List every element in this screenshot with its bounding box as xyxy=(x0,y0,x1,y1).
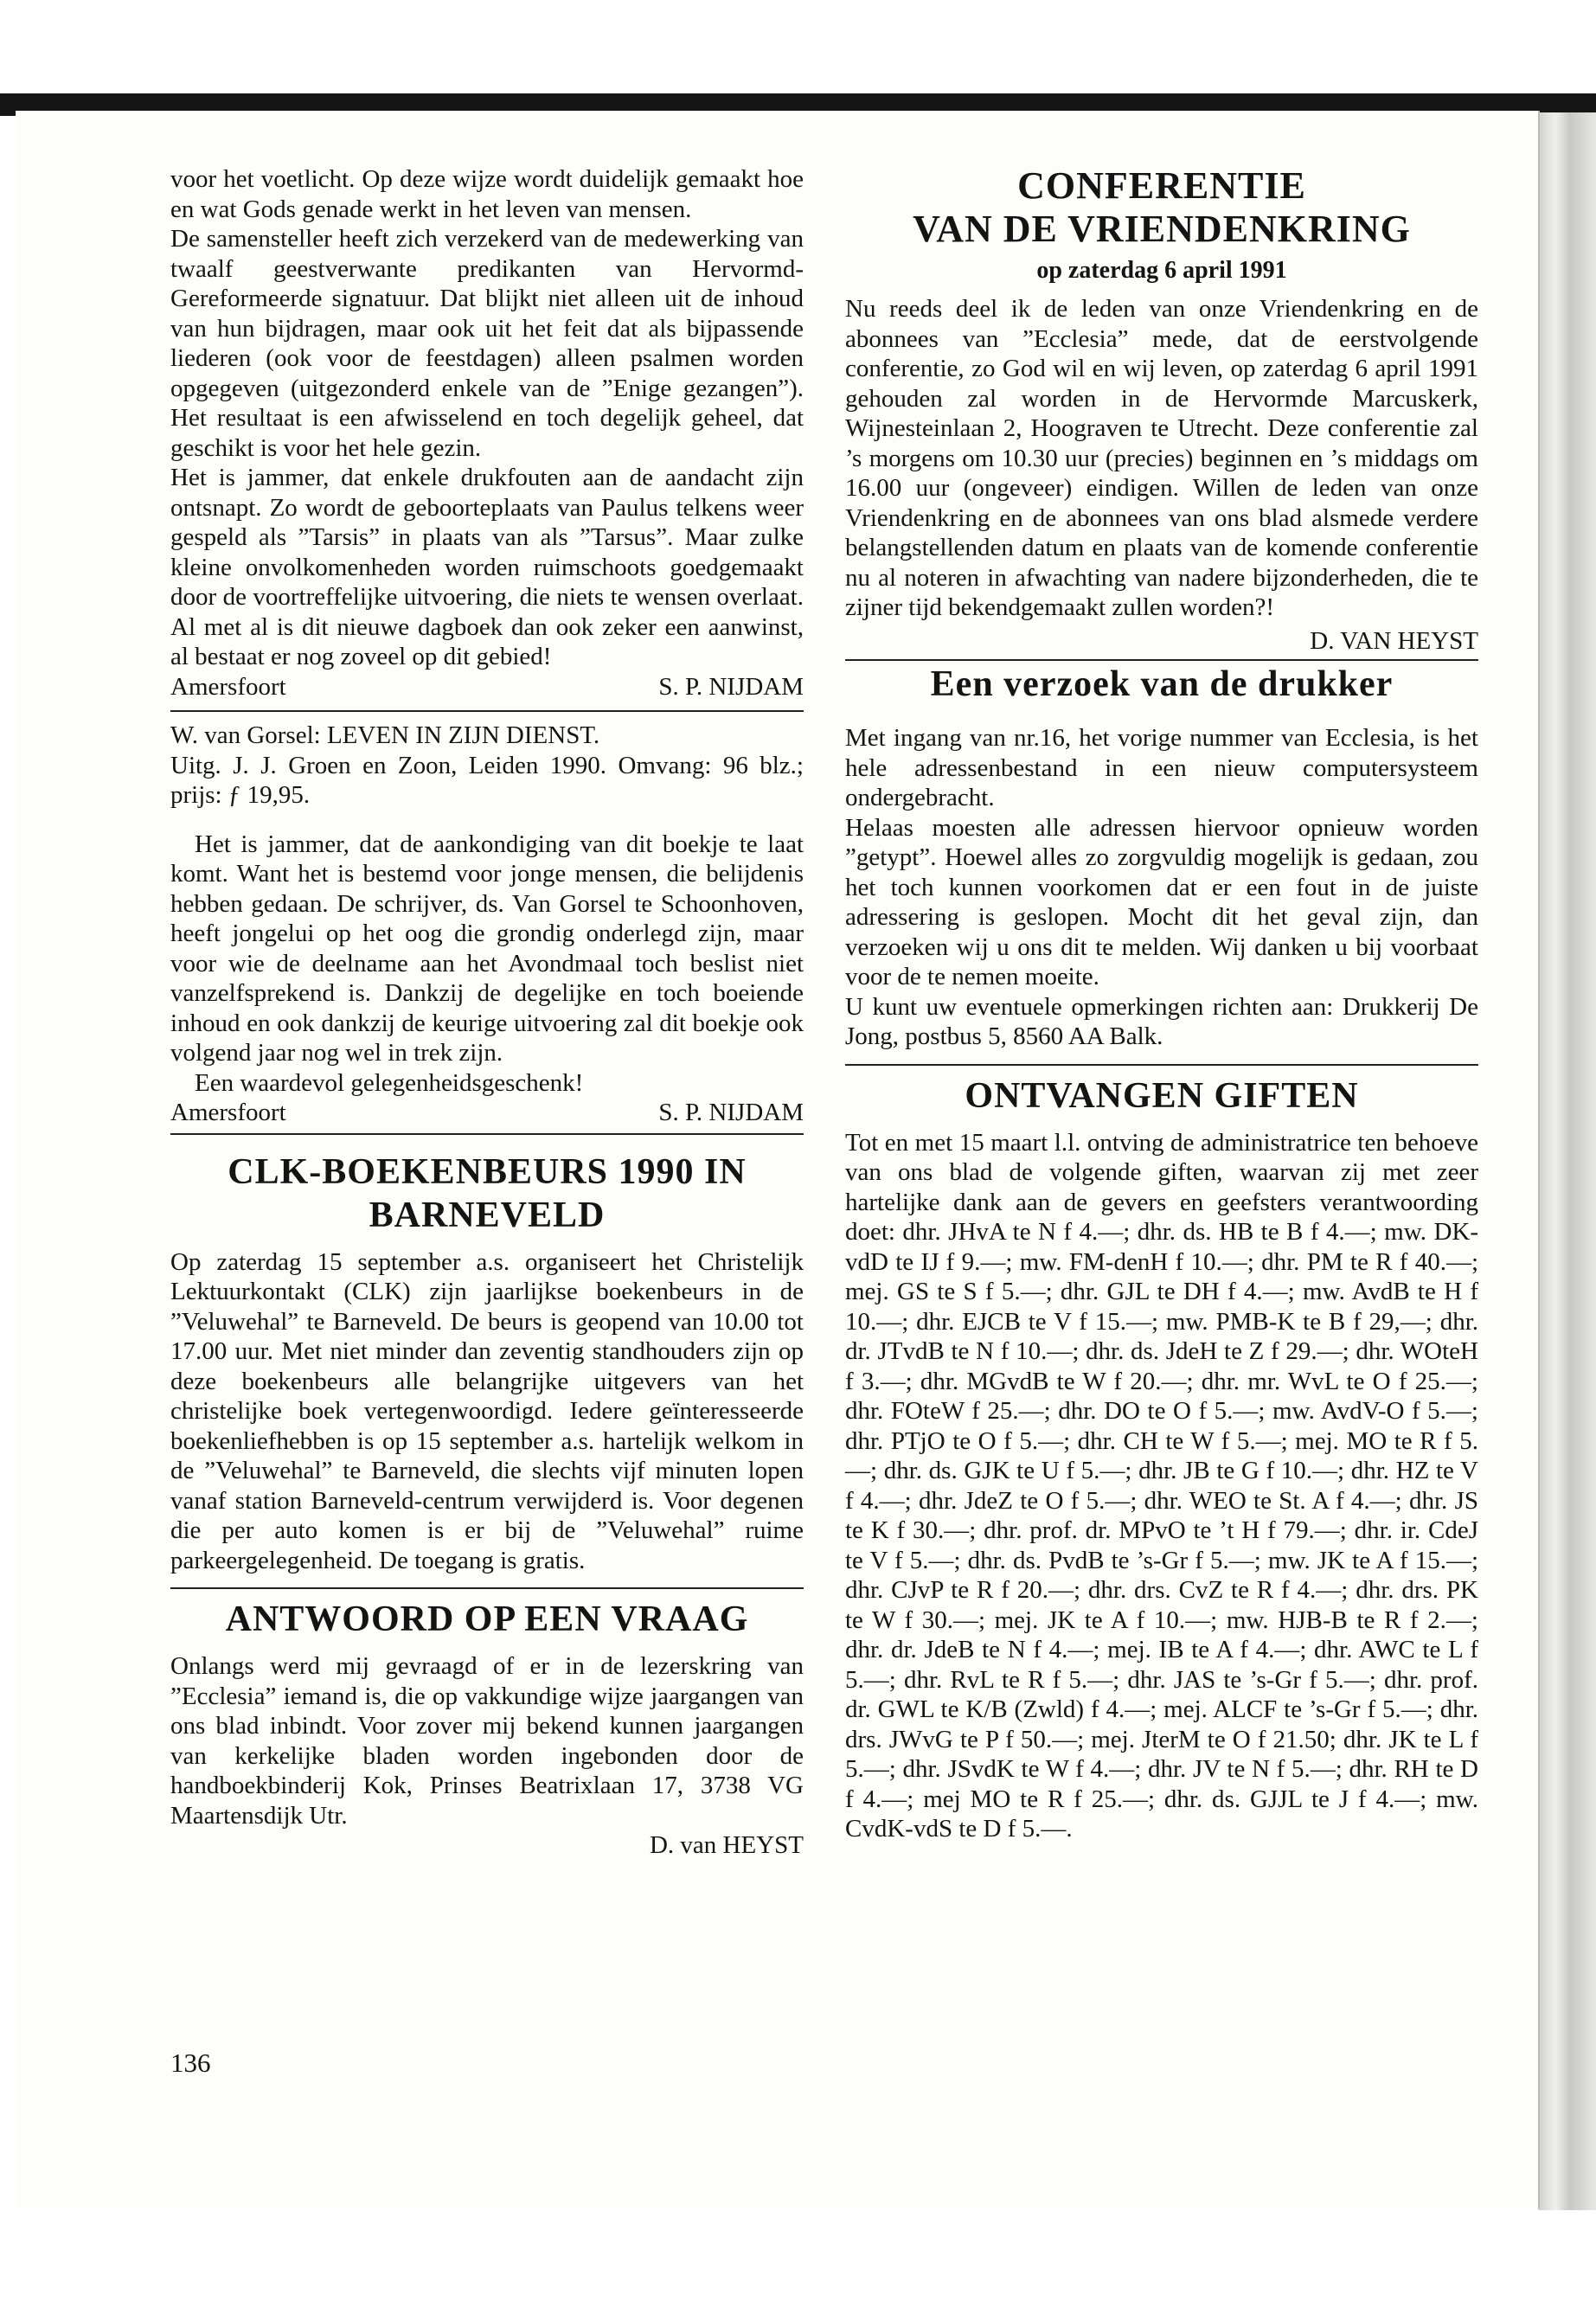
review-paragraph: De samensteller heeft zich verzekerd van de medewerking van twaalf geestverwante predikanten van Hervormd-Gereformeerde signatuur. Dat blijkt niet alleen uit de inhoud van hun bijdragen, maar ook uit het feit dat als bijpassende liederen (ook voor de feestdagen) alleen psalmen worden opgegeven (uitgezonderd enkele van de ”Enige gezangen”). Het resultaat is een afwisselend en toch degelijk geheel, dat geschikt is voor het hele gezin. xyxy=(170,225,804,462)
signature-name: S. P. NIJDAM xyxy=(658,672,804,701)
giften-heading: ONTVANGEN GIFTEN xyxy=(965,1075,1359,1116)
book-review-closing: Een waardevol gelegenheidsgeschenk! xyxy=(195,1068,584,1097)
signature-line xyxy=(170,672,804,708)
conference-heading-line1: CONFERENTIE xyxy=(1017,164,1306,207)
conference-heading-line2: VAN DE VRIENDENKRING xyxy=(913,208,1411,250)
section-divider xyxy=(170,710,804,712)
antwoord-signature: D. van HEYST xyxy=(649,1831,804,1859)
review-paragraph: voor het voetlicht. Op deze wijze wordt duidelijk gemaakt hoe en wat Gods genade werkt in het leven van mensen. xyxy=(170,165,804,223)
right-column xyxy=(845,164,1478,1844)
book-info: Uitg. J. J. Groen en Zoon, Leiden 1990. Omvang: 96 blz.; prijs: ƒ 19,95. xyxy=(170,751,804,809)
drukker-paragraph: Met ingang van nr.16, het vorige nummer van Ecclesia, is het hele adressenbestand in een nieuw computersysteem ondergebracht. xyxy=(845,724,1478,811)
section-divider xyxy=(170,1587,804,1589)
section-divider xyxy=(845,1064,1478,1066)
conference-signature: D. VAN HEYST xyxy=(845,626,1478,662)
drukker-heading: Een verzoek van de drukker xyxy=(930,664,1394,704)
antwoord-heading: ANTWOORD OP EEN VRAAG xyxy=(225,1599,749,1639)
drukker-paragraph: Helaas moesten alle adressen hiervoor opnieuw worden ”getypt”. Hoewel alles zo zorgvuldig mogelijk is gedaan, zou het toch kunnen voorkomen dat er een fout in de juiste adressering is geslopen. Mocht dit het geval zijn, dan verzoeken wij u ons dit te melden. Wij danken u bij voorbaat voor de te nemen moeite. xyxy=(845,813,1478,990)
conference-date: op zaterdag 6 april 1991 xyxy=(1036,257,1287,284)
book-review-text: Het is jammer, dat de aankondiging van dit boekje te laat komt. Want het is bestemd voor jonge mensen, die belijdenis hebben gedaan. De schrijver, ds. Van Gorsel te Schoonhoven, heeft jongelui op het oog die grondig onderlegd zijn, maar voor wie de deelname aan het Avondmaal toch beslist niet vanzelfsprekend is. Dankzij de degelijke en toch boeiende inhoud en ook dankzij de keurige uitvoering zal dit boekje ook volgend jaar nog wel in trek zijn. xyxy=(170,830,804,1067)
clk-heading: CLK-BOEKENBEURS 1990 IN BARNEVELD xyxy=(228,1151,747,1235)
review-paragraph: Het is jammer, dat enkele drukfouten aan de aandacht zijn ontsnapt. Zo wordt de geboorteplaats van Paulus telkens weer gespeld als ”Tarsis” in plaats van als ”Tarsus”. Maar zulke kleine onvolkomenheden worden ruimschoots goedgemaakt door de voortreffelijke uitvoering, die niets te wensen overlaat. Al met al is dit nieuwe dagboek dan ook zeker een aanwinst, al bestaat er nog zoveel op dit gebied! xyxy=(170,464,804,670)
signature-name: S. P. NIJDAM xyxy=(658,1099,804,1126)
signature-place: Amersfoort xyxy=(170,672,286,701)
clk-text: Op zaterdag 15 september a.s. organiseert het Christelijk Lektuurkontakt (CLK) zijn jaarlijkse boekenbeurs in de ”Veluwehal” te Barneveld. De beurs is geopend van 10.00 tot 17.00 uur. Met niet minder dan zeventig standhouders zijn op deze boekenbeurs alle belangrijke uitgevers van het christelijke boek vertegenwoordigd. Iedere geïnteresseerde boekenliefhebben is op 15 september a.s. hartelijk welkom in de ”Veluwehal” te Barneveld, die slechts vijf minuten lopen vanaf station Barneveld-centrum verwijderd is. Voor degenen die per auto komen is er bij de ”Veluwehal” ruime parkeergelegenheid. De toegang is gratis. xyxy=(170,1247,804,1574)
giften-text: Tot en met 15 maart l.l. ontving de administratrice ten behoeve van ons blad de volgende giften, waarvan zij met zeer hartelijke dank aan de gevers en geefsters verantwoording doet: dhr. JHvA te N f 4.—; dhr. ds. HB te B f 4.—; mw. DK-vdD te IJ f 9.—; mw. FM-denH f 10.—; dhr. PM te R f 40.—; mej. GS te S f 5.—; dhr. GJL te DH f 4.—; mw. AvdB te H f 10.—; dhr. EJCB te V f 15.—; mw. PMB-K te B f 29,—; dhr. dr. JTvdB te N f 10.—; dhr. ds. JdeH te Z f 29.—; dhr. WOteH f 3.—; dhr. MGvdB te W f 20.—; dhr. mr. WvL te O f 25.—; dhr. FOteW f 25.—; dhr. DO te O f 5.—; mw. AvdV-O f 5.—; dhr. PTjO te O f 5.—; dhr. CH te W f 5.—; mej. MO te R f 5.—; dhr. ds. GJK te U f 5.—; dhr. JB te G f 10.—; dhr. HZ te V f 4.—; dhr. JdeZ te O f 5.—; dhr. WEO te St. A f 4.—; dhr. JS te K f 30.—; dhr. prof. dr. MPvO te ’t H f 79.—; dhr. ir. CdeJ te V f 5.—; dhr. ds. PvdB te ’s-Gr f 5.—; mw. JK te A f 15.—; dhr. CJvP te R f 20.—; dhr. drs. CvZ te R f 4.—; dhr. drs. PK te W f 30.—; mej. JK te A f 10.—; mw. HJB-B te R f 2.—; dhr. dr. JdeB te N f 4.—; mej. IB te A f 4.—; dhr. AWC te L f 5.—; dhr. RvL te R f 5.—; dhr. JAS te ’s-Gr f 5.—; dhr. prof. dr. GWL te K/B (Zwld) f 4.—; mej. ALCF te ’s-Gr f 5.—; dhr. drs. JWvG te P f 50.—; mej. JterM te O f 21.50; dhr. JK te L f 5.—; dhr. JSvdK te W f 4.—; dhr. JV te N f 5.—; dhr. RH te D f 4.—; mej MO te R f 25.—; dhr. ds. GJJL te J f 4.—; mw. CvdK-vdS te D f 5.—. xyxy=(845,1128,1478,1843)
book-spine xyxy=(1538,112,1596,2210)
conference-text: Nu reeds deel ik de leden van onze Vriendenkring en de abonnees van ”Ecclesia” mede, dat de eerstvolgende conferentie, zo God wil en wij leven, op zaterdag 6 april 1991 gehouden zal worden in de Hervormde Marcuskerk, Wijnesteinlaan 2, Hoograven te Utrecht. Deze conferentie zal ’s morgens om 10.30 uur (precies) beginnen en ’s middags om 16.00 uur (ongeveer) eindigen. Willen de leden van onze Vriendenkring en de abonnees van ons blad alsmede verdere belangstellenden datum en plaats van de komende conferentie nu al noteren in afwachting van nadere bijzonderheden, die te zijner tijd bekendgemaakt zullen worden?! xyxy=(845,295,1478,621)
signature-line xyxy=(170,1098,804,1135)
signature-place: Amersfoort xyxy=(170,1099,286,1126)
page-number: 136 xyxy=(170,2048,211,2078)
drukker-paragraph: U kunt uw eventuele opmerkingen richten aan: Drukkerij De Jong, postbus 5, 8560 AA Balk. xyxy=(845,992,1478,1050)
antwoord-text: Onlangs werd mij gevraagd of er in de lezerskring van ”Ecclesia” iemand is, die op vakkundige wijze jaargangen van ons blad inbindt. Voor zover mij bekend kunnen jaargangen van kerkelijke bladen worden ingebonden door de handboekbinderij Kok, Prinses Beatrixlaan 17, 3738 VG Maartensdijk Utr. xyxy=(170,1652,804,1830)
book-title: W. van Gorsel: LEVEN IN ZIJN DIENST. xyxy=(170,721,600,749)
left-column xyxy=(170,164,804,1861)
